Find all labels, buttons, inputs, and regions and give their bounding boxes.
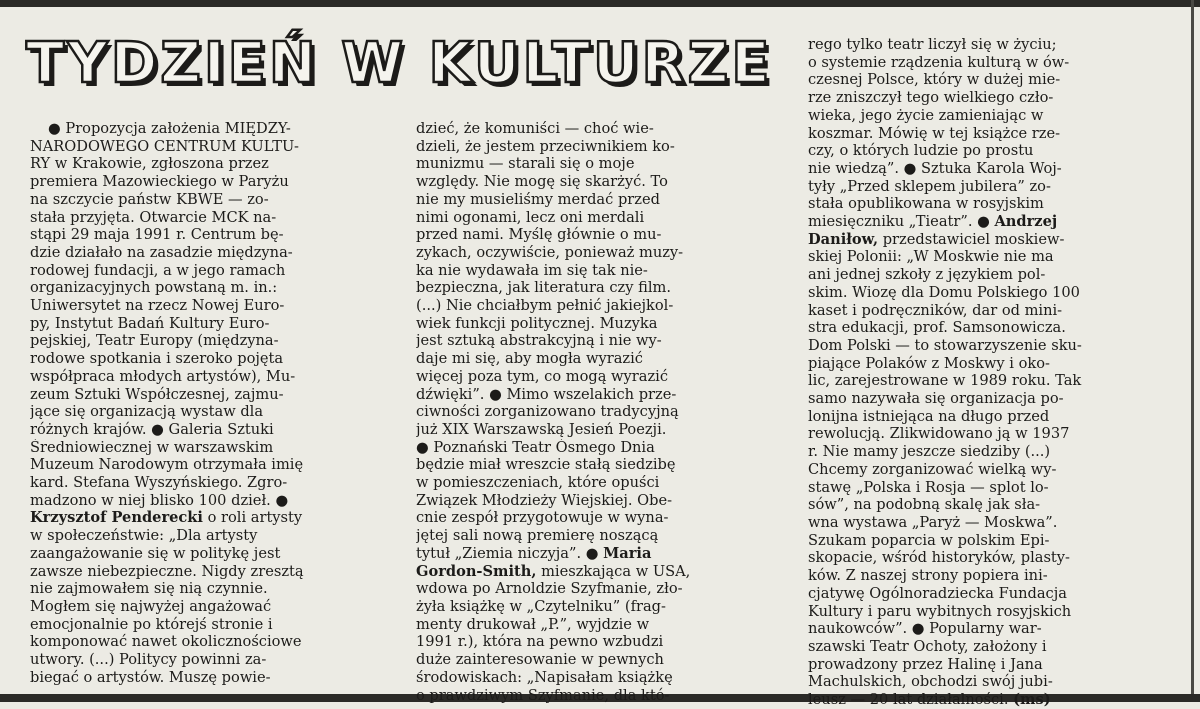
text-line: stąpi 29 maja 1991 r. Centrum bę- <box>30 226 284 244</box>
text-line: już XIX Warszawską Jesień Poezji. <box>416 420 667 438</box>
text-line: w społeczeństwie: „Dla artysty <box>30 527 258 545</box>
text-line: będzie miał wreszcie stałą siedzibę <box>416 456 676 474</box>
text-line: r. Nie mamy jeszcze siedziby (...) <box>808 443 1051 461</box>
text-line: Szukam poparcia w polskim Epi- <box>808 531 1050 549</box>
text-line: nie wiedzą”. ● Sztuka Karola Woj- <box>808 159 1062 177</box>
text-line: biegać o artystów. Muszę powie- <box>30 668 271 686</box>
text-line: Uniwersytet na rzecz Nowej Euro- <box>30 297 285 315</box>
text-line: zeum Sztuki Współczesnej, zajmu- <box>30 385 284 403</box>
right-rule <box>1191 0 1194 702</box>
text-line: duże zainteresowanie w pewnych <box>416 651 664 669</box>
text-line: lic, zarejestrowane w 1989 roku. Tak <box>808 372 1082 390</box>
text-line: Daniłow, przedstawiciel moskiew- <box>808 230 1065 248</box>
text-line: rze zniszczył tego wielkiego czło- <box>808 89 1054 107</box>
text-line: szawski Teatr Ochoty, założony i <box>808 637 1047 655</box>
text-line: ciwności zorganizowano tradycyjną <box>416 403 679 421</box>
text-line: koszmar. Mówię w tej książce rze- <box>808 124 1061 142</box>
text-line: naukowców”. ● Popularny war- <box>808 620 1042 638</box>
text-line: piające Polaków z Moskwy i oko- <box>808 354 1050 372</box>
text-line: premiera Mazowieckiego w Paryżu <box>30 173 289 191</box>
text-line: cjatywę Ogólnoradziecka Fundacja <box>808 584 1067 602</box>
column-1 <box>30 120 384 687</box>
text-line: samo nazywała się organizacja po- <box>808 390 1064 408</box>
text-line: cnie zespół przygotowuje w wyna- <box>416 509 669 527</box>
text-line: przed nami. Myślę głównie o mu- <box>416 226 662 244</box>
text-line: kard. Stefana Wyszyńskiego. Zgro- <box>30 474 288 492</box>
text-line: sów”, na podobną skalę jak sła- <box>808 496 1041 514</box>
headline: TYDZIEŃ W KULTURZE <box>26 31 773 96</box>
text-line: na szczycie państw KBWE — zo- <box>30 190 269 208</box>
text-line: rewolucją. Zlikwidowano ją w 1937 <box>808 425 1070 443</box>
text-line: zykach, oczywiście, ponieważ muzy- <box>416 243 684 261</box>
text-line: RY w Krakowie, zgłoszona przez <box>30 155 269 173</box>
text-line: jętej sali nową premierę noszącą <box>416 527 659 545</box>
text-line: zawsze niebezpieczne. Nigdy zresztą <box>30 562 304 580</box>
text-line: organizacyjnych powstaną m. in.: <box>30 279 278 297</box>
text-line: tyły „Przed sklepem jubilera” zo- <box>808 177 1051 195</box>
text-line: ● Propozycja założenia MIĘDZY- <box>48 120 291 137</box>
text-line: czesnej Polsce, który w dużej mie- <box>808 71 1061 89</box>
text-line: menty drukował „P.”, wyjdzie w <box>416 615 650 633</box>
text-line: stawę „Polska i Rosja — splot lo- <box>808 478 1049 496</box>
text-line: skopacie, wśród historyków, plasty- <box>808 549 1070 567</box>
column-3 <box>808 36 1172 709</box>
text-line: 1991 r.), która na pewno wzbudzi <box>416 633 664 651</box>
text-line: Mogłem się najwyżej angażować <box>30 597 272 615</box>
text-line: ków. Z naszej strony popiera ini- <box>808 567 1048 585</box>
text-line: skiej Polonii: „W Moskwie nie ma <box>808 248 1054 266</box>
text-line: pejskiej, Teatr Europy (międzyna- <box>30 332 279 350</box>
text-line: lonijna istniejąca na długo przed <box>808 407 1050 425</box>
text-line: emocjonalnie po którejś stronie i <box>30 615 273 633</box>
text-line: munizmu — starali się o moje <box>416 155 635 173</box>
text-line: Chcemy zorganizować wielką wy- <box>808 460 1057 478</box>
text-line: nimi ogonami, lecz oni merdali <box>416 208 645 226</box>
text-line: wieka, jego życie zamieniając w <box>808 106 1044 124</box>
text-line: dzie działało na zasadzie międzyna- <box>30 243 293 261</box>
top-rule <box>0 0 1200 7</box>
text-line: o prawdziwym Szyfmanie, dla któ- <box>416 686 670 704</box>
text-line: względy. Nie mogę się skarżyć. To <box>416 173 668 191</box>
text-line: więcej poza tym, co mogą wyrazić <box>416 367 668 385</box>
text-line: dzieli, że jestem przeciwnikiem ko- <box>416 137 675 155</box>
text-line: Krzysztof Penderecki o roli artysty <box>30 509 303 527</box>
text-line: Machulskich, obchodzi swój jubi- <box>808 673 1053 691</box>
text-line: stała opublikowana w rosyjskim <box>808 195 1044 213</box>
text-line: leusz — 20 lat działalności. (ms) <box>808 691 1051 709</box>
text-line: skim. Wiozę dla Domu Polskiego 100 <box>808 283 1080 301</box>
text-line: Kultury i paru wybitnych rosyjskich <box>808 602 1072 620</box>
text-line: kaset i podręczników, dar od mini- <box>808 301 1063 319</box>
text-line: współpraca młodych artystów), Mu- <box>30 367 296 385</box>
text-line: rego tylko teatr liczył się w życiu; <box>808 36 1057 53</box>
text-line: środowiskach: „Napisałam książkę <box>416 668 673 686</box>
text-line: o systemie rządzenia kulturą w ów- <box>808 53 1070 71</box>
column-2 <box>416 120 776 704</box>
text-line: komponować nawet okolicznościowe <box>30 633 302 651</box>
text-line: stra edukacji, prof. Samsonowicza. <box>808 319 1066 337</box>
text-line: nie my musieliśmy merdać przed <box>416 190 660 208</box>
text-line: stała przyjęta. Otwarcie MCK na- <box>30 208 277 226</box>
text-line: różnych krajów. ● Galeria Sztuki <box>30 420 274 438</box>
text-line: miesięczniku „Tieatr”. ● Andrzej <box>808 213 1058 231</box>
text-line: żyła książkę w „Czytelniku” (frag- <box>416 597 666 615</box>
text-line: tytuł „Ziemia niczyja”. ● Maria <box>416 544 652 562</box>
text-line: czy, o których ludzie po prostu <box>808 142 1034 160</box>
text-line: jące się organizacją wystaw dla <box>30 403 264 421</box>
text-line: py, Instytut Badań Kultury Euro- <box>30 314 270 332</box>
text-line: (...) Nie chciałbym pełnić jakiejkol- <box>416 297 674 315</box>
text-line: madzono w niej blisko 100 dzieł. ● <box>30 491 289 509</box>
text-line: wiek funkcji politycznej. Muzyka <box>416 314 658 332</box>
text-line: NARODOWEGO CENTRUM KULTU- <box>30 137 299 155</box>
text-line: wna wystawa „Paryż — Moskwa”. <box>808 513 1058 531</box>
text-line: Dom Polski — to stowarzyszenie sku- <box>808 336 1082 354</box>
text-line: rodowej fundacji, a w jego ramach <box>30 261 286 279</box>
text-line: Związek Młodzieży Wiejskiej. Obe- <box>416 491 673 509</box>
text-line: prowadzony przez Halinę i Jana <box>808 655 1043 673</box>
text-line: bezpieczna, jak literatura czy film. <box>416 279 671 297</box>
text-line: ● Poznański Teatr Ósmego Dnia <box>416 438 655 456</box>
text-line: utwory. (...) Politycy powinni za- <box>30 651 267 669</box>
text-line: w pomieszczeniach, które opuści <box>416 474 660 492</box>
text-line: ka nie wydawała im się tak nie- <box>416 261 648 279</box>
text-line: Muzeum Narodowym otrzymała imię <box>30 456 304 474</box>
text-line: rodowe spotkania i szeroko pojęta <box>30 350 284 368</box>
text-line: daje mi się, aby mogła wyrazić <box>416 350 643 368</box>
text-line: zaangażowanie się w politykę jest <box>30 544 281 562</box>
text-line: Średniowiecznej w warszawskim <box>30 438 274 456</box>
text-line: nie zajmowałem się nią czynnie. <box>30 580 268 598</box>
text-line: jest sztuką abstrakcyjną i nie wy- <box>416 332 662 350</box>
text-line: dźwięki”. ● Mimo wszelakich prze- <box>416 385 677 403</box>
text-line: dzieć, że komuniści — choć wie- <box>416 120 654 137</box>
text-line: wdowa po Arnoldzie Szyfmanie, zło- <box>416 580 683 598</box>
text-line: ani jednej szkoły z językiem pol- <box>808 266 1046 284</box>
text-line: Gordon-Smith, mieszkająca w USA, <box>416 562 691 580</box>
